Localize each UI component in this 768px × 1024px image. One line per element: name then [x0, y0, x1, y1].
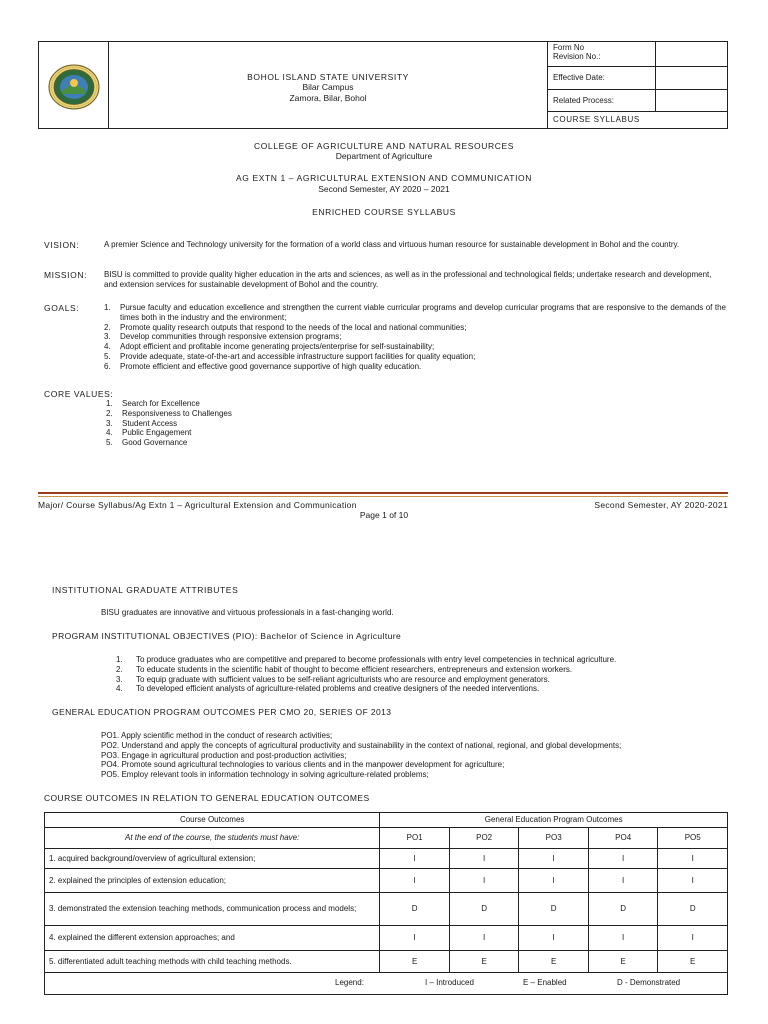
list-item: 2. To educate students in the scientific habit of thought to become efficient researchers, entrepreneurs and extension workers. [116, 664, 573, 674]
list-item: 1. Pursue faculty and education excellence and strengthen the current viable curricular programs and develop curricular programs that are responsive to the demands of the times both in the industry and the environment; [104, 303, 726, 322]
po4-header: PO4 [588, 828, 658, 849]
table-row [45, 893, 728, 926]
list-item: PO5. Employ relevant tools in information technology in solving agriculture-related problems; [101, 770, 429, 779]
outcome-cell: I [449, 869, 519, 893]
course-outcome: 2. explained the principles of extension education; [45, 869, 380, 893]
outcome-cell: I [588, 849, 658, 869]
po3-header: PO3 [519, 828, 589, 849]
footer-divider-thin [38, 496, 728, 497]
outcome-cell: I [658, 849, 728, 869]
course-outcome: 1. acquired background/overview of agricultural extension; [45, 849, 380, 869]
po5-header: PO5 [658, 828, 728, 849]
list-item: 1. To produce graduates who are competitive and prepared to become professionals with entry level competencies in technical agriculture. [116, 655, 617, 664]
outcome-cell: I [658, 926, 728, 951]
related-process-label: Related Process: [548, 90, 656, 111]
outcome-cell: E [658, 951, 728, 973]
department-title: Department of Agriculture [335, 151, 433, 161]
vision-label: VISION: [44, 240, 80, 250]
list-item: 2. Promote quality research outputs that respond to the needs of the local and national communities; [104, 322, 467, 332]
list-item: 5. Good Governance [106, 438, 188, 447]
university-cell [109, 42, 548, 128]
footer-right-text: Second Semester, AY 2020-2021 [594, 500, 728, 510]
outcome-cell: E [449, 951, 519, 973]
pio-list [116, 655, 726, 694]
core-values-list [106, 399, 406, 448]
document-header [38, 41, 728, 129]
legend-cell [45, 973, 728, 995]
college-title: COLLEGE OF AGRICULTURE AND NATURAL RESOURCES [253, 141, 515, 151]
table-row [45, 849, 728, 869]
related-process-row [548, 90, 727, 112]
outcome-cell: E [519, 951, 589, 973]
gepo-label: GENERAL EDUCATION PROGRAM OUTCOMES PER CMO 20, SERIES OF 2013 [52, 707, 392, 717]
syllabus-title: ENRICHED COURSE SYLLABUS [312, 207, 456, 217]
list-item: 4. Adopt efficient and profitable income generating projects/enterprise for self-sustainability; [104, 342, 435, 351]
core-values-label: CORE VALUES: [44, 389, 114, 399]
list-item: 1. Search for Excellence [106, 399, 200, 408]
outcome-cell: D [658, 893, 728, 926]
iga-text: BISU graduates are innovative and virtuous professionals in a fast-changing world. [101, 608, 394, 617]
outcome-cell: I [588, 926, 658, 951]
outcome-cell: D [449, 893, 519, 926]
outcome-cell: I [380, 849, 450, 869]
outcome-cell: I [449, 849, 519, 869]
list-item: 4. Public Engagement [106, 428, 192, 438]
outcome-cell: I [658, 869, 728, 893]
course-syllabus-row [548, 112, 727, 128]
revision-no-label: Revision No.: [553, 51, 601, 61]
outcome-cell: E [588, 951, 658, 973]
legend-enabled: E – Enabled [523, 977, 567, 987]
outcome-cell: D [380, 893, 450, 926]
gepo-list [101, 731, 731, 780]
course-outcome: 3. demonstrated the extension teaching methods, communication process and models; [45, 893, 380, 926]
list-item: 3. Develop communities through responsive extension programs; [104, 332, 342, 342]
students-must-have: At the end of the course, the students must have: [45, 828, 380, 849]
footer-divider [38, 492, 728, 494]
course-outcomes-header: Course Outcomes [45, 813, 380, 828]
university-name: BOHOL ISLAND STATE UNIVERSITY [247, 72, 409, 82]
list-item: 6. Promote efficient and effective good governance supportive of high quality education. [104, 361, 422, 371]
list-item: 4. To developed efficient analysts of agriculture-related problems and creative designers of the needed interventions. [116, 684, 540, 694]
goals-list [104, 303, 726, 371]
table-header-row [45, 813, 728, 828]
table-row [45, 951, 728, 973]
form-no-row [548, 42, 727, 67]
list-item: PO1. Apply scientific method in the conduct of research activities; [101, 731, 333, 740]
list-item: PO4. Promote sound agricultural technologies to various clients and in the manpower development for agriculture; [101, 760, 505, 770]
list-item: 2. Responsiveness to Challenges [106, 408, 232, 418]
list-item: 3. Student Access [106, 418, 178, 428]
outcomes-table [44, 812, 728, 995]
pio-label: PROGRAM INSTITUTIONAL OBJECTIVES (PIO): Bachelor of Science in Agriculture [52, 631, 402, 641]
outcome-cell: D [519, 893, 589, 926]
legend-introduced: I – Introduced [425, 977, 474, 987]
list-item: 3. To equip graduate with sufficient values to be self-reliant agriculturists who are resource and employment generators. [116, 674, 550, 684]
outcome-cell: I [519, 849, 589, 869]
effective-date-label: Effective Date: [548, 67, 656, 89]
outcome-cell: I [380, 926, 450, 951]
outcome-cell: I [449, 926, 519, 951]
form-no-label: Form No [553, 43, 585, 52]
outcome-cell: I [519, 926, 589, 951]
campus-name: Bilar Campus [302, 82, 354, 93]
po1-header: PO1 [380, 828, 450, 849]
goals-label: GOALS: [44, 303, 80, 313]
footer-left-text: Major/ Course Syllabus/Ag Extn 1 – Agricultural Extension and Communication [38, 500, 357, 510]
outcome-cell: E [380, 951, 450, 973]
semester-title: Second Semester, AY 2020 – 2021 [318, 184, 450, 194]
outcome-cell: I [588, 869, 658, 893]
outcome-cell: D [588, 893, 658, 926]
po2-header: PO2 [449, 828, 519, 849]
list-item: 5. Provide adequate, state-of-the-art and accessible infrastructure support facilities for quality equation; [104, 351, 476, 361]
outcome-cell: I [519, 869, 589, 893]
gepo-header: General Education Program Outcomes [380, 813, 728, 828]
legend-label: Legend: [335, 977, 364, 987]
effective-date-row [548, 67, 727, 90]
course-outcome: 5. differentiated adult teaching methods with child teaching methods. [45, 951, 380, 973]
logo-cell [39, 42, 109, 128]
university-seal-icon [48, 64, 100, 110]
table-row [45, 926, 728, 951]
table-subheader-row [45, 828, 728, 849]
list-item: PO2. Understand and apply the concepts of agricultural productivity and sustainability in the context of national, regional, and global developments; [101, 740, 622, 750]
legend-demonstrated: D - Demonstrated [617, 977, 681, 987]
course-syllabus-label: COURSE SYLLABUS [553, 115, 640, 124]
course-title: AG EXTN 1 – AGRICULTURAL EXTENSION AND COMMUNICATION [236, 173, 532, 183]
mission-label: MISSION: [44, 270, 88, 280]
vision-text: A premier Science and Technology university for the formation of a world class and virtuous human resource for sustainable development in Bohol and the country. [104, 240, 680, 249]
course-outcome: 4. explained the different extension approaches; and [45, 926, 380, 951]
outcome-cell: I [380, 869, 450, 893]
legend-row [45, 973, 728, 995]
form-meta [548, 42, 727, 128]
table-row [45, 869, 728, 893]
iga-label: INSTITUTIONAL GRADUATE ATTRIBUTES [52, 585, 239, 595]
course-outcomes-label: COURSE OUTCOMES IN RELATION TO GENERAL EDUCATION OUTCOMES [44, 793, 370, 803]
list-item: PO3. Engage in agricultural production and post-production activities; [101, 750, 347, 760]
mission-text: BISU is committed to provide quality higher education in the arts and sciences, as well as in the professional and technological fields; undertake research and development, and extension services for sustainable development of Bohol and the country. [104, 270, 712, 289]
page-number: Page 1 of 10 [359, 510, 409, 520]
campus-address: Zamora, Bilar, Bohol [289, 92, 367, 103]
